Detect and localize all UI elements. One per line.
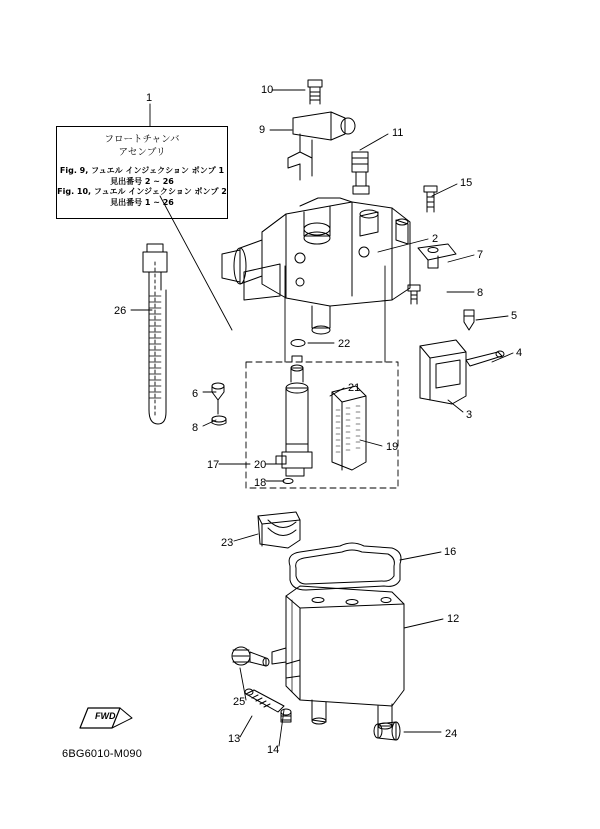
callout-10: 10 <box>261 84 274 96</box>
part-2-pump-body <box>222 198 410 334</box>
fwd-label: FWD <box>95 711 116 721</box>
part-24-plug <box>374 722 400 740</box>
callout-8a: 8 <box>477 287 484 299</box>
part-22-o-ring <box>291 340 305 347</box>
legend-title-line1: フロートチャンバ <box>104 134 180 145</box>
part-10-bolt <box>308 80 322 104</box>
callout-17: 17 <box>207 459 220 471</box>
callout-18: 18 <box>254 477 267 489</box>
part-12-float-chamber <box>272 586 404 729</box>
pump-group-dashed-box <box>246 362 398 488</box>
part-9-injector <box>288 112 355 180</box>
legend-row-0: Fig. 9, フュエル インジェクション ポンプ 1 <box>59 166 225 175</box>
callout-26: 26 <box>114 305 127 317</box>
legend-row-3: 見出番号 1 ~ 26 <box>110 197 174 207</box>
legend-row-1: 見出番号 2 ~ 26 <box>110 176 174 186</box>
part-16-gasket <box>289 543 401 590</box>
callout-7: 7 <box>477 249 484 261</box>
callout-9: 9 <box>259 124 266 136</box>
part-18-washer <box>283 479 293 484</box>
part-7-bracket <box>418 244 456 268</box>
part-4-pin <box>466 351 504 366</box>
leader-lines <box>131 90 513 746</box>
callout-1: 1 <box>146 92 153 104</box>
part-11-hose-joint <box>352 152 369 194</box>
part-6-screw <box>212 383 224 414</box>
callout-13: 13 <box>228 733 241 745</box>
callout-12: 12 <box>447 613 460 625</box>
callout-4: 4 <box>516 347 523 359</box>
callout-2: 2 <box>432 233 439 245</box>
part-25-drain-screw <box>232 647 269 666</box>
callout-3: 3 <box>466 409 473 421</box>
callout-22: 22 <box>338 338 351 350</box>
callout-23: 23 <box>221 537 234 549</box>
callout-15: 15 <box>460 177 473 189</box>
callout-11: 11 <box>392 127 404 139</box>
part-15-bolt <box>424 186 437 212</box>
legend-link-line <box>160 196 232 330</box>
part-3-regulator <box>420 340 466 404</box>
part-code: 6BG6010-M090 <box>62 748 143 760</box>
part-21-filter-plate <box>332 386 366 470</box>
part-23-holder <box>258 512 300 548</box>
callout-16: 16 <box>444 546 457 558</box>
callout-24: 24 <box>445 728 458 740</box>
callout-8b: 8 <box>192 422 199 434</box>
callout-6: 6 <box>192 388 199 400</box>
legend-row-2: Fig. 10, フュエル インジェクション ポンプ 2 <box>57 187 227 196</box>
part-19-filter-screen <box>336 406 360 452</box>
part-17-fuel-pump <box>276 356 312 484</box>
part-13-screw <box>245 689 284 712</box>
callout-25: 25 <box>233 696 246 708</box>
part-14-bolt <box>281 709 291 722</box>
callout-5: 5 <box>511 310 518 322</box>
part-20-connector <box>276 456 286 464</box>
callout-21: 21 <box>348 382 361 394</box>
callout-19: 19 <box>386 441 399 453</box>
legend-title-line2: アセンブリ <box>118 147 166 158</box>
part-5-clip <box>464 310 474 330</box>
callout-20: 20 <box>254 459 267 471</box>
callout-14: 14 <box>267 744 280 756</box>
